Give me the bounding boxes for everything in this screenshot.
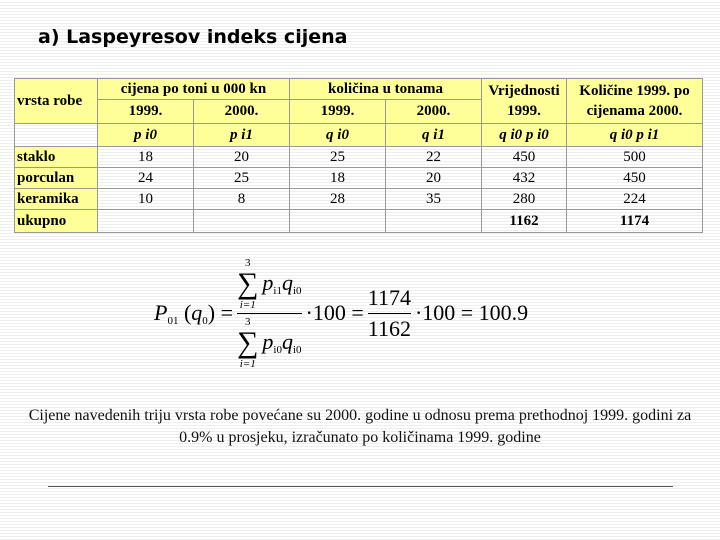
sum-upper: 3 [244, 256, 251, 269]
cell: 28 [290, 189, 386, 210]
cell: 18 [98, 147, 194, 168]
cell: 280 [482, 189, 567, 210]
table-row [15, 189, 703, 210]
cell: 224 [567, 189, 703, 210]
cell: 25 [194, 168, 290, 189]
laspeyres-formula [154, 250, 528, 376]
total-row [15, 210, 703, 233]
frac-denominator: 1162 [367, 315, 411, 341]
den-p: p [262, 329, 274, 354]
sum-lower: i=1 [239, 298, 256, 311]
cell [98, 210, 194, 233]
sum-operator [237, 316, 258, 370]
sum-operator [237, 257, 258, 311]
caption: Cijene navedenih triju vrsta robe povećane su 2000. godine u odnosu prema prethodnoj 1999. godini za 0.9% u prosjeku, izračunato po količinama 1999. godine [28, 407, 692, 446]
cell [290, 210, 386, 233]
formula-times: ·100 = [305, 300, 364, 325]
formula-sub: 0 [202, 314, 208, 327]
cell: 25 [290, 147, 386, 168]
symbol: p i1 [194, 124, 290, 147]
header-cijena: cijena po toni u 000 kn [98, 79, 290, 100]
year: 1999. [290, 100, 386, 124]
sum-lower: i=1 [239, 357, 256, 370]
sigma-icon: ∑ [237, 325, 259, 359]
row-label: porculan [15, 168, 98, 189]
formula-sub: 01 [167, 314, 179, 327]
cell: 24 [98, 168, 194, 189]
header-kolicina: količina u tonama [290, 79, 482, 100]
cell: 450 [482, 147, 567, 168]
denominator [237, 316, 302, 370]
formula-result: ·100 = 100.9 [414, 300, 529, 325]
formula-sub: i0 [292, 285, 302, 297]
formula-left-side: $P_{01}$ $(q_0)$ = [154, 299, 234, 327]
formula-sub: i0 [292, 344, 302, 356]
table-row [15, 168, 703, 189]
numerator [237, 257, 302, 311]
header-vrsta: vrsta robe [15, 79, 98, 124]
sum-upper: 3 [244, 315, 251, 328]
header-kolicine: Količine 1999. po cijenama 2000. [567, 79, 703, 124]
cell: 432 [482, 168, 567, 189]
table-row [15, 147, 703, 168]
header-vrijednosti: Vrijednosti 1999. [482, 79, 567, 124]
sigma-icon: ∑ [237, 266, 259, 300]
cell: 500 [567, 147, 703, 168]
formula-sub: i0 [273, 344, 282, 356]
value-fraction [368, 285, 411, 342]
formula-lhs: P [154, 299, 168, 325]
total-vrijednosti: 1162 [482, 210, 567, 233]
total-kolicine: 1174 [567, 210, 703, 233]
cell: 35 [386, 189, 482, 210]
cell [194, 210, 290, 233]
cell [386, 210, 482, 233]
symbol: p i0 [98, 124, 194, 147]
cell: 22 [386, 147, 482, 168]
symbol: q i0 p i0 [482, 124, 567, 147]
symbol: q i1 [386, 124, 482, 147]
cell: 18 [290, 168, 386, 189]
cell: 20 [386, 168, 482, 189]
num-p: p [262, 270, 274, 295]
cell: 20 [194, 147, 290, 168]
symbol: q i0 p i1 [567, 124, 703, 147]
row-label: keramika [15, 189, 98, 210]
year: 2000. [194, 100, 290, 124]
fraction-bar [368, 313, 411, 314]
cell: 10 [98, 189, 194, 210]
formula-arg: q [191, 299, 203, 325]
fraction-bar [237, 313, 302, 314]
den-q: q [281, 329, 293, 354]
empty-cell [15, 124, 98, 147]
frac-numerator: 1174 [367, 284, 411, 310]
row-label: staklo [15, 147, 98, 168]
year: 2000. [386, 100, 482, 124]
cell: 450 [567, 168, 703, 189]
cell: 8 [194, 189, 290, 210]
slide-title: a) Laspeyresov indeks cijena [38, 26, 348, 48]
year: 1999. [98, 100, 194, 124]
formula-sub: i1 [273, 285, 282, 297]
sum-fraction [237, 257, 302, 370]
price-table [14, 78, 703, 233]
num-q: q [281, 270, 293, 295]
symbol: q i0 [290, 124, 386, 147]
divider [48, 486, 673, 487]
row-label: ukupno [15, 210, 98, 233]
